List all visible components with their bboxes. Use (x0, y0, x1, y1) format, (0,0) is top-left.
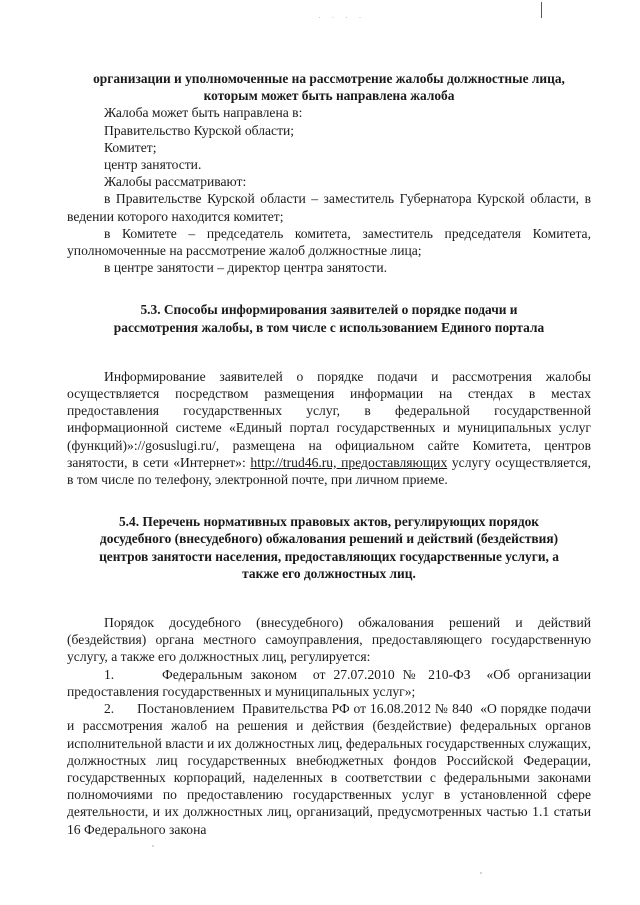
list-item: 2. Постановлением Правительства РФ от 16.08.2012 № 840 «О порядке подачи и рассмотрения жалоб на решения и действия (бездействие) федеральных органов исполнительной власти и их должностных лиц, федеральных государственных служащих, должностных лиц государственных внебюджетных фондов Российской Федерации, государственных корпораций, наделенных в соответствии с федеральными законами полномочиями по предоставлению государственных услуг в установленной сфере деятельности, и их должностных лиц, организаций, предусмотренных частью 1.1 статьи 16 Федерального закона (67, 701, 595, 837)
scan-noise: · · · · (318, 12, 366, 22)
scan-speck (152, 845, 154, 847)
intro-heading-line: организации и уполномоченные на рассмотрение жалобы должностные лица, (93, 71, 565, 86)
section-heading-line: досудебного (внесудебного) обжалования решений и действий (бездействия) (99, 531, 559, 547)
list-item: 1. Федеральным законом от 27.07.2010 № 210-ФЗ «Об организации предоставления государственных и муниципальных услуг»; (67, 666, 595, 699)
section-5-3-paragraph (67, 368, 591, 488)
section-heading-line: также его должностных лиц. (242, 565, 416, 581)
section-heading-line: 5.4. Перечень нормативных правовых актов, регулирующих порядок (118, 514, 540, 530)
paragraph: в центре занятости – директор центра занятости. (104, 260, 387, 276)
paragraph: Правительство Курской области; (104, 122, 295, 138)
section-5-4-heading (67, 513, 591, 582)
scan-mark (541, 2, 542, 18)
section-heading-line: центров занятости населения, предоставляющих государственные услуги, а (99, 548, 559, 564)
section-5-4-intro: Порядок досудебного (внесудебного) обжалования решений и действий (бездействия) органа местного самоуправления, предоставляющего государственную услугу, а также его должностных лиц, регулируется: (67, 615, 591, 665)
site-link[interactable]: http://trud46.ru, предоставляющих (250, 454, 448, 470)
intro-heading-line: которым может быть направлена жалоба (203, 88, 455, 104)
paragraph: центр занятости. (104, 157, 202, 173)
document-page (67, 70, 595, 838)
paragraph: Комитет; (104, 139, 157, 155)
paragraph: в Комитете – председатель комитета, заместитель председателя Комитета, уполномоченные на рассмотрение жалоб должностные лица; (67, 225, 591, 259)
paragraph: в Правительстве Курской области – заместитель Губернатора Курской области, в ведении которого находится комитет; (67, 191, 591, 224)
intro-heading (67, 70, 591, 104)
paragraph: Жалобы рассматривают: (104, 174, 247, 190)
paragraph: Жалоба может быть направлена в: (104, 105, 303, 121)
scan-speck (480, 872, 482, 874)
section-heading-line: рассмотрения жалобы, в том числе с использованием Единого портала (113, 319, 545, 335)
paragraph-text: Информирование заявителей о порядке подачи и рассмотрения жалобы осуществляется посредством размещения информации на стендах в местах предоставления государственных услуг, в федеральной государственной информационной системе «Единый портал государственных и муниципальных услуг (функций)»://gosuslugi.ru/, размещена на официальном сайте Комитета, центров занятости, в сети «Интернет»: (67, 368, 591, 470)
section-heading-line: 5.3. Способы информирования заявителей о порядке подачи и (140, 302, 518, 318)
section-5-3-heading (67, 301, 591, 335)
paragraph-text: услугу осуществляется, в том числе по телефону, электронной почте, при личном приеме. (67, 454, 592, 488)
